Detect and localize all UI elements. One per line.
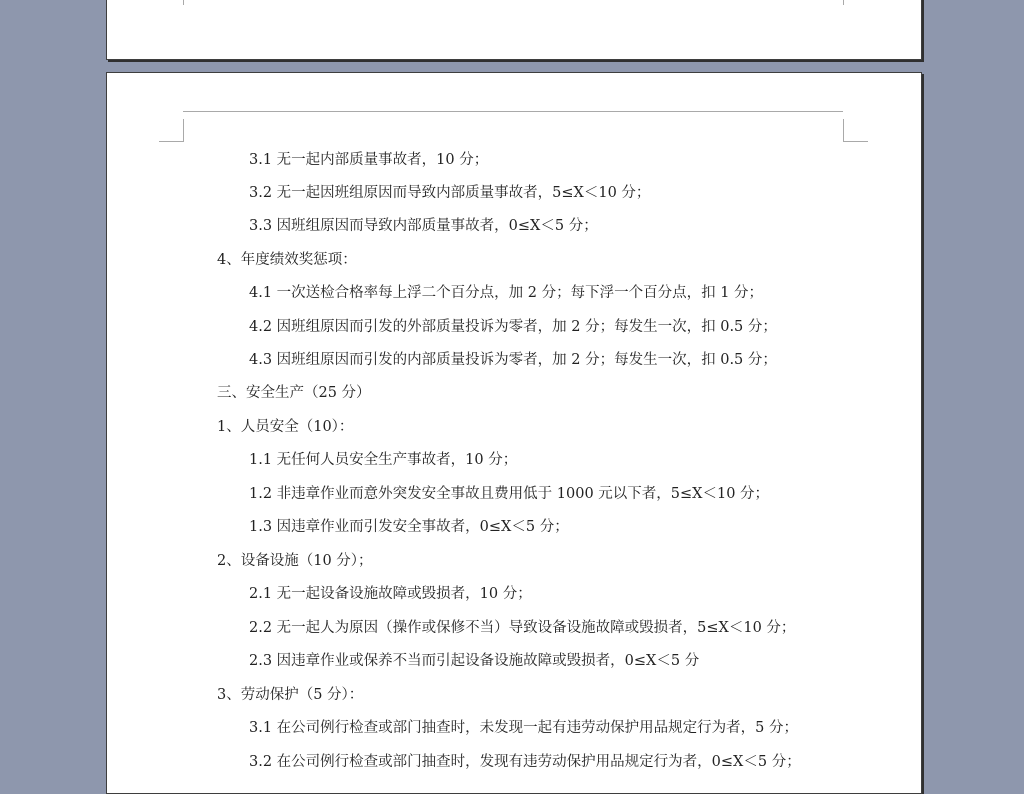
paragraph-1-2: 1.2 非违章作业而意外突发安全事故且费用低于 1000 元以下者，5≤X＜10 分； [249, 486, 770, 502]
paragraph-4-1: 4.1 一次送检合格率每上浮二个百分点，加 2 分；每下浮一个百分点，扣 1 分； [249, 285, 764, 301]
paragraph-4-2: 4.2 因班组原因而引发的外部质量投诉为零者，加 2 分；每发生一次，扣 0.5 分； [249, 319, 777, 335]
heading-2-equipment: 2、设备设施（10 分）； [217, 553, 373, 569]
paragraph-2-2: 2.2 无一起人为原因（操作或保修不当）导致设备设施故障或毁损者，5≤X＜10 分； [249, 620, 796, 636]
section-heading-safety: 三、安全生产（25 分） [217, 385, 371, 401]
corner-mark-top-right [843, 119, 868, 142]
previous-page [106, 0, 922, 60]
paragraph-3-2: 3.2 无一起因班组原因而导致内部质量事故者，5≤X＜10 分； [249, 185, 651, 201]
corner-mark-top-left [159, 119, 184, 142]
heading-4: 4、年度绩效奖惩项： [217, 252, 357, 268]
paragraph-3-1-protection: 3.1 在公司例行检查或部门抽查时，未发现一起有违劳动保护用品规定行为者，5 分； [249, 720, 799, 736]
paragraph-4-3: 4.3 因班组原因而引发的内部质量投诉为零者，加 2 分；每发生一次，扣 0.5 分； [249, 352, 777, 368]
paragraph-3-1: 3.1 无一起内部质量事故者，10 分； [249, 152, 489, 168]
paragraph-3-3: 3.3 因班组原因而导致内部质量事故者，0≤X＜5 分； [249, 218, 598, 234]
paragraph-3-2-protection: 3.2 在公司例行检查或部门抽查时，发现有违劳动保护用品规定行为者，0≤X＜5 分； [249, 754, 801, 770]
heading-1-personnel: 1、人员安全（10）： [217, 419, 354, 435]
paragraph-1-1: 1.1 无任何人员安全生产事故者，10 分； [249, 452, 518, 468]
corner-mark-bottom-right [843, 0, 844, 5]
document-page[interactable] [106, 72, 922, 794]
paragraph-2-3: 2.3 因违章作业或保养不当而引起设备设施故障或毁损者，0≤X＜5 分 [249, 653, 700, 669]
heading-3-protection: 3、劳动保护（5 分）： [217, 687, 364, 703]
paragraph-1-3: 1.3 因违章作业而引发安全事故者，0≤X＜5 分； [249, 519, 569, 535]
paragraph-2-1: 2.1 无一起设备设施故障或毁损者，10 分； [249, 586, 532, 602]
margin-guide-line [183, 111, 843, 112]
corner-mark-bottom-left [183, 0, 184, 5]
